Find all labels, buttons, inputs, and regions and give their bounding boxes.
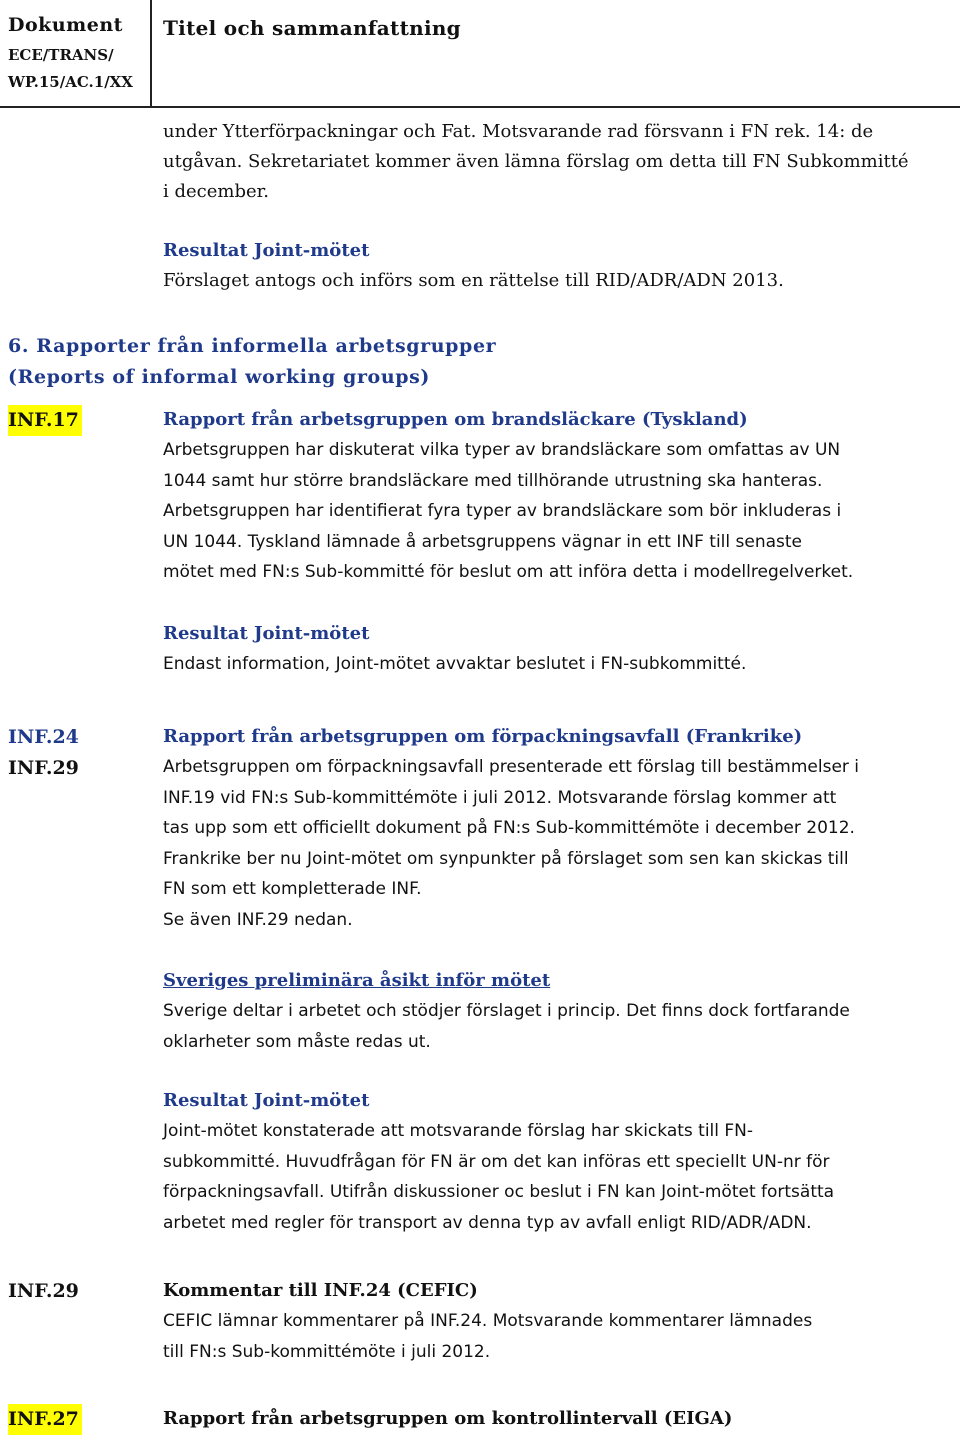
inf17-result [163, 619, 953, 680]
body-line: INF.19 vid FN:s Sub-kommittémöte i juli 2012. Motsvarande förslag kommer att [163, 787, 837, 808]
column-title: Titel och sammanfattning [163, 16, 461, 40]
body-line: tas upp som ett officiellt dokument på FN:s Sub-kommittémöte i december 2012. [163, 818, 855, 838]
result-text: Förslaget antogs och införs som en rättelse till RID/ADR/ADN 2013. [163, 270, 784, 291]
document-ref-inf24 [8, 722, 79, 784]
body-line: FN som ett kompletterade INF. [163, 879, 422, 899]
document-id-cell [8, 14, 148, 96]
section-title-line-1: 6. Rapporter från informella arbetsgrupper [8, 335, 497, 357]
inf27-entry [163, 1404, 953, 1434]
result-heading: Resultat Joint-mötet [163, 240, 370, 261]
inf29-entry [163, 1276, 953, 1367]
body-line: till FN:s Sub-kommittémöte i juli 2012. [163, 1341, 491, 1362]
document-ref-inf29: INF.29 [8, 1280, 79, 1302]
ref-line: INF.24 [8, 726, 79, 748]
entry-body [163, 1306, 953, 1367]
body-line: mötet med FN:s Sub-kommitté för beslut om att införa detta i modellregelverket. [163, 562, 854, 582]
body-line: arbetet med regler för transport av denna typ av avfall enligt RID/ADR/ADN. [163, 1212, 812, 1233]
entry-heading: Rapport från arbetsgruppen om kontrollintervall (EIGA) [163, 1408, 733, 1429]
body-line: Frankrike ber nu Joint-mötet om synpunkter på förslaget som sen kan skickas till [163, 848, 849, 869]
intro-line: utgåvan. Sekretariatet kommer även lämna förslag om detta till FN Subkommitté [163, 151, 909, 172]
body-line: UN 1044. Tyskland lämnade å arbetsgruppens vägnar in ett INF till senaste [163, 531, 803, 552]
body-line: Arbetsgruppen har identifierat fyra typer av brandsläckare som bör inkluderas i [163, 501, 842, 521]
entry-heading: Rapport från arbetsgruppen om förpackningsavfall (Frankrike) [163, 726, 803, 747]
body-line: Joint-mötet konstaterade att motsvarande förslag har skickats till FN- [163, 1121, 754, 1141]
entry-body [163, 752, 953, 935]
body-line: oklarheter som måste redas ut. [163, 1031, 431, 1052]
body-line: Sverige deltar i arbetet och stödjer förslaget i princip. Det finns dock fortfarande [163, 1001, 850, 1021]
header-divider-vertical [150, 0, 152, 106]
inf17-entry [163, 405, 953, 588]
body-line: Se även INF.29 nedan. [163, 909, 353, 930]
document-label: Dokument [8, 14, 123, 36]
intro-text [163, 117, 953, 207]
inf24-result [163, 1086, 953, 1238]
result-body [163, 1116, 953, 1238]
swedish-view-heading: Sveriges preliminära åsikt inför mötet [163, 970, 551, 991]
ref-line: INF.29 [8, 757, 79, 779]
document-id-line-1: ECE/TRANS/ [8, 46, 114, 64]
body-line: förpackningsavfall. Utifrån diskussioner oc beslut i FN kan Joint-mötet fortsätta [163, 1182, 835, 1202]
body-line: CEFIC lämnar kommentarer på INF.24. Motsvarande kommentarer lämnades [163, 1311, 813, 1331]
inf24-entry [163, 722, 953, 935]
document-ref-inf17: INF.17 [8, 405, 82, 436]
intro-line: under Ytterförpackningar och Fat. Motsvarande rad försvann i FN rek. 14: de [163, 121, 874, 142]
result-heading: Resultat Joint-mötet [163, 623, 370, 644]
intro-result [163, 236, 953, 296]
body-line: Arbetsgruppen om förpackningsavfall presenterade ett förslag till bestämmelser i [163, 757, 860, 777]
entry-heading: Rapport från arbetsgruppen om brandsläckare (Tyskland) [163, 409, 748, 430]
section-title [8, 331, 496, 393]
document-id-line-2: WP.15/AC.1/XX [8, 73, 133, 91]
entry-body [163, 435, 953, 588]
inf24-swedish-view [163, 966, 953, 1057]
section-title-line-2: (Reports of informal working groups) [8, 366, 431, 388]
body-line: 1044 samt hur större brandsläckare med tillhörande utrustning ska hanteras. [163, 470, 823, 491]
swedish-view-body [163, 996, 953, 1057]
body-line: Arbetsgruppen har diskuterat vilka typer av brandsläckare som omfattas av UN [163, 440, 841, 460]
header-divider-horizontal [0, 106, 960, 108]
document-ref-inf27: INF.27 [8, 1404, 82, 1435]
entry-heading: Kommentar till INF.24 (CEFIC) [163, 1280, 478, 1301]
intro-line: i december. [163, 181, 269, 202]
result-text: Endast information, Joint-mötet avvaktar beslutet i FN-subkommitté. [163, 654, 747, 674]
result-heading: Resultat Joint-mötet [163, 1090, 370, 1111]
body-line: subkommitté. Huvudfrågan för FN är om det kan införas ett speciellt UN-nr för [163, 1151, 830, 1172]
